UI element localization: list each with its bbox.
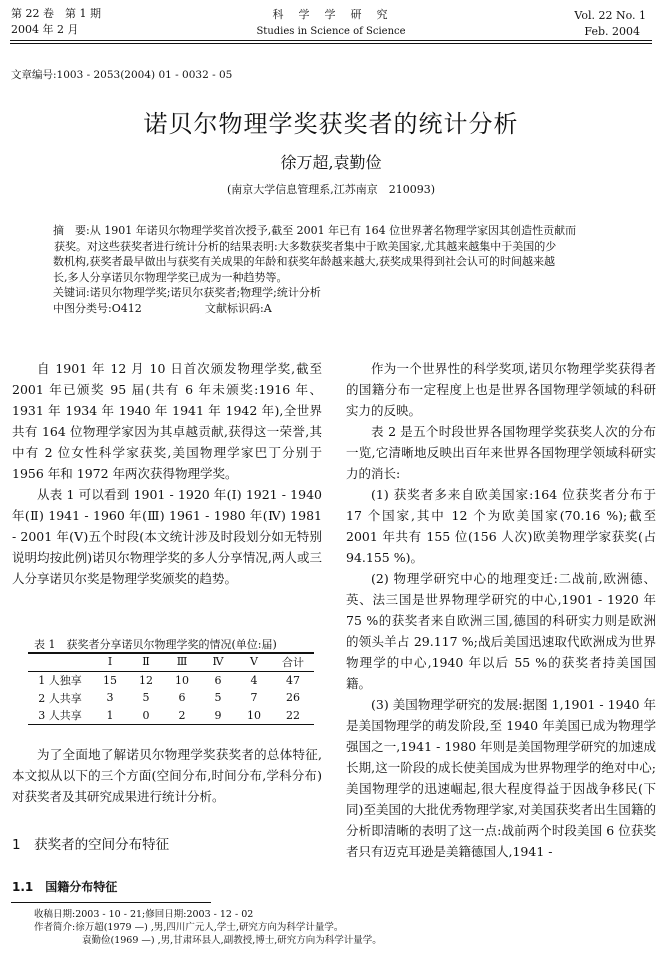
table-cell: 4 [250,673,258,687]
header-vol-issue-en: Vol. 22 No. 1 [574,9,646,22]
header-vol-issue: 第 22 卷 第 1 期 [11,7,101,20]
table-cell: 22 [286,708,300,722]
table-cell: 15 [103,673,117,687]
table-cell: 6 [178,691,186,705]
table-header-row [28,653,314,671]
body-paragraph: 自 1901 年 12 月 10 日首次颁发物理学奖,截至 2001 年已颁奖 95 届(共有 6 年未颁奖:1916 年、1931 年 1934 年 1940 年 1941 年 1942 年),全世界共有 164 位物理学家因为其卓越贡献,获得这一荣誉,其中有 2 位女性科学家获奖,美国物理学家巴丁分别于 1956 年和 1972 年两次获得物理学奖。 [12,361,322,481]
right-column [346,358,656,862]
footnote [34,908,382,947]
body-paragraph: (3) 美国物理学研究的发展:据图 1,1901 - 1940 年是美国物理学的萌发阶段,至 1940 年美国已成为物理学强国之一,1941 - 1980 年则是美国物理学研究的加速成长期,这一阶段的成长使美国成为世界物理学的绝对中心;美国物理学的迅速崛起,很大程度得益于因战争移民(下同)至美国的大批优秀物理学家,对美国获奖者出生国籍的分析即清晰的表明了这一点:战前两个时段美国 6 位获奖者只有迈克耳逊是美籍德国人,1941 - [346,697,656,859]
body-paragraph: 表 2 是五个时段世界各国物理学奖获奖人次的分布一览,它清晰地反映出百年来世界各国物理学领域科研实力的消长: [346,424,656,481]
footnote-rule [11,902,211,903]
table-cell: 5 [214,691,222,705]
table-header-cell [28,653,92,671]
abstract-line: 摘 要:从 1901 年诺贝尔物理学奖首次授予,截至 2001 年已有 164 位世界著名物理学家因其创造性贡献而 [53,224,577,237]
body-paragraph: 为了全面地了解诺贝尔物理学奖获奖者的总体特征,本文拟从以下的三个方面(空间分布,时间分布,学科分布)对获奖者及其研究成果进行统计分析。 [12,747,322,804]
abstract [53,223,623,317]
paper-affiliation: (南京大学信息管理系,江苏南京 210093) [226,183,436,196]
table-cell: 6 [214,673,222,687]
keywords: 关键词:诺贝尔物理学奖;诺贝尔获奖者;物理学;统计分析 [53,286,321,299]
section-heading-1: 1 获奖者的空间分布特征 [12,837,170,853]
abstract-line: 数机构,获奖者最早做出与获奖有关成果的年龄和获奖年龄越来越大,获奖成果得到社会认可的时间越来越 [53,255,555,268]
table-header-cell: Ⅰ [107,655,113,669]
section-heading-1-1: 1.1 国籍分布特征 [12,880,118,894]
table-cell: 10 [175,673,189,687]
footnote-author2: 袁勤俭(1969 —) ,男,甘肃环县人,副教授,博士,研究方向为科学计量学。 [82,935,382,946]
sharing-table [28,653,314,725]
paper-title: 诺贝尔物理学奖获奖者的统计分析 [143,110,519,138]
header-date: 2004 年 2 月 [11,23,79,36]
article-number: 文章编号:1003 - 2053(2004) 01 - 0032 - 05 [11,69,233,81]
table-header-cell: Ⅲ [176,655,188,669]
table-caption: 表 1 获奖者分享诺贝尔物理学奖的情况(单位:届) [34,638,277,651]
footnote-author1: 作者简介:徐万超(1979 —) ,男,四川广元人,学士,研究方向为科学计量学。 [34,922,344,933]
table-header-cell: Ⅳ [212,655,224,669]
abstract-line: 长,多人分享诺贝尔物理学奖已成为一种趋势等。 [53,270,288,284]
clc-number: 中图分类号:O412 [53,301,142,315]
table-cell: 0 [142,708,150,722]
left-column-continued [12,744,322,807]
table-cell: 1 人独享 [38,674,82,688]
table-cell: 2 人共享 [38,691,82,705]
left-column [12,358,322,589]
footnote-received: 收稿日期:2003 - 10 - 21;修回日期:2003 - 12 - 02 [34,909,254,920]
table-header-cell: 合计 [282,655,304,669]
table-cell: 3 [106,691,114,705]
header-date-en: Feb. 2004 [584,25,640,38]
body-paragraph: (1) 获奖者多来自欧美国家:164 位获奖者分布于 17 个国家,其中 12 个为欧美国家(70.16 %);截至 2001 年共有 155 位(156 人次)欧美物理学家获奖(占 94.155 %)。 [346,487,656,565]
table-header-cell: Ⅱ [142,655,150,669]
header-journal-cn: 科 学 学 研 究 [272,8,390,21]
header-rule-bottom [10,43,652,44]
table-cell: 47 [286,673,300,687]
body-paragraph: (2) 物理学研究中心的地理变迁:二战前,欧洲德、英、法三国是世界物理学研究的中心,1901 - 1920 年 75 %的获奖者来自欧洲三国,德国的科研实力则是欧洲的领头羊占 29.117 %;战后美国迅速取代欧洲成为世界物理学的中心,1940 年以后 55 %的获奖者持美国国籍。 [346,571,656,691]
table-cell: 5 [142,691,150,705]
table-cell: 12 [139,673,153,687]
body-paragraph: 作为一个世界性的科学奖项,诺贝尔物理学奖获得者的国籍分布一定程度上也是世界各国物理学领域的科研实力的反映。 [346,361,656,418]
table-cell: 3 人共享 [38,709,82,723]
table-cell: 9 [214,708,222,722]
table-row [28,707,314,725]
header-rule-top [10,40,652,41]
table-cell: 7 [250,691,258,705]
table-row [28,671,314,689]
table-cell: 2 [178,708,186,722]
body-paragraph: 从表 1 可以看到 1901 - 1920 年(Ⅰ) 1921 - 1940 年(Ⅱ) 1941 - 1960 年(Ⅲ) 1961 - 1980 年(Ⅳ) 1981 - 2001 年(Ⅴ)五个时段(本文统计涉及时段划分如无特别说明均按此例)诺贝尔物理学奖的多人分享情况,两人或三人分享诺贝尔奖是物理学奖颁奖的趋势。 [12,487,322,586]
table-cell: 10 [247,708,261,722]
table-header-cell: Ⅴ [250,655,258,669]
paper-authors: 徐万超,袁勤俭 [280,153,382,172]
table-cell: 26 [286,691,300,705]
header-journal-en: Studies in Science of Science [256,26,406,37]
table-row [28,689,314,707]
table-cell: 1 [106,708,114,722]
abstract-line: 获奖。对这些获奖者进行统计分析的结果表明:大多数获奖者集中于欧美国家,尤其越来越集中于美国的少 [54,239,557,253]
document-code: 文献标识码:A [205,301,272,315]
